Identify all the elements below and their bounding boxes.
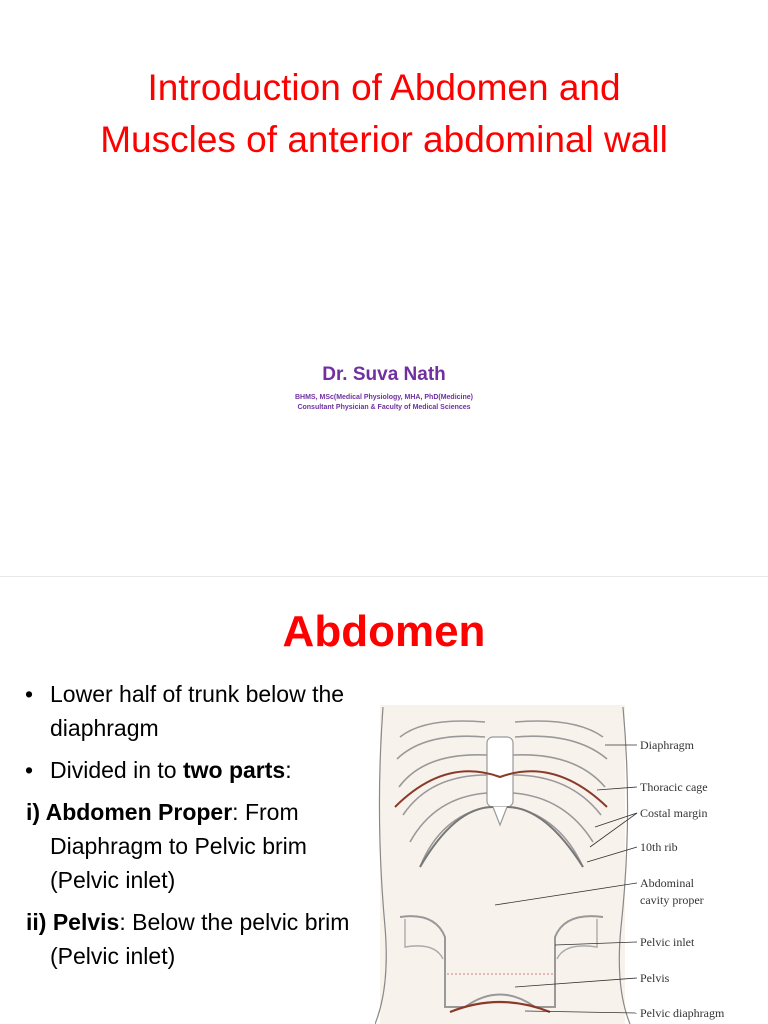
sub-item-text: : Below the pelvic brim (Pelvic inlet) bbox=[50, 909, 350, 969]
title-line-1: Introduction of Abdomen and bbox=[147, 67, 621, 108]
presentation-title bbox=[0, 62, 768, 166]
bullet-dot-icon: • bbox=[25, 681, 34, 707]
author-name: Dr. Suva Nath bbox=[322, 364, 446, 385]
bullet-bold-text: two parts bbox=[182, 757, 286, 783]
label-pelvic-inlet: Pelvic inlet bbox=[640, 935, 695, 949]
sub-item bbox=[20, 905, 370, 973]
label-abdominal-cavity-line2: cavity proper bbox=[640, 893, 704, 907]
label-pelvic-diaphragm: Pelvic diaphragm bbox=[640, 1006, 725, 1020]
label-costal-margin: Costal margin bbox=[640, 806, 708, 820]
sub-item-lead: i) Abdomen Proper bbox=[26, 799, 233, 825]
abdomen-diagram bbox=[375, 697, 768, 1024]
author-credentials bbox=[0, 393, 768, 413]
label-pelvis: Pelvis bbox=[640, 971, 670, 985]
label-diaphragm: Diaphragm bbox=[640, 738, 694, 752]
label-thoracic-cage: Thoracic cage bbox=[640, 780, 708, 794]
bullet-list bbox=[20, 677, 370, 981]
slide-title: Abdomen bbox=[282, 607, 486, 656]
credentials-line-1: BHMS, MSc(Medical Physiology, MHA, PhD(Medicine) bbox=[294, 394, 473, 401]
sub-item-lead: ii) Pelvis bbox=[26, 909, 120, 935]
bullet-item bbox=[20, 677, 370, 745]
label-10th-rib: 10th rib bbox=[640, 840, 678, 854]
abdomen-illustration bbox=[375, 697, 768, 1024]
bullet-text: Divided in to bbox=[50, 757, 183, 783]
bullet-text: Lower half of trunk below the diaphragm bbox=[50, 681, 345, 741]
bullet-suffix: : bbox=[285, 757, 292, 783]
credentials-line-2: Consultant Physician & Faculty of Medical Sciences bbox=[297, 404, 471, 411]
sub-item bbox=[20, 795, 370, 897]
bullet-dot-icon: • bbox=[25, 757, 34, 783]
title-line-2: Muscles of anterior abdominal wall bbox=[100, 119, 668, 160]
abdomen-slide bbox=[0, 577, 768, 1024]
label-abdominal-cavity-line1: Abdominal bbox=[640, 876, 694, 890]
bullet-item bbox=[20, 753, 370, 787]
sub-item-text: : From Diaphragm to Pelvic brim (Pelvic inlet) bbox=[50, 799, 307, 893]
